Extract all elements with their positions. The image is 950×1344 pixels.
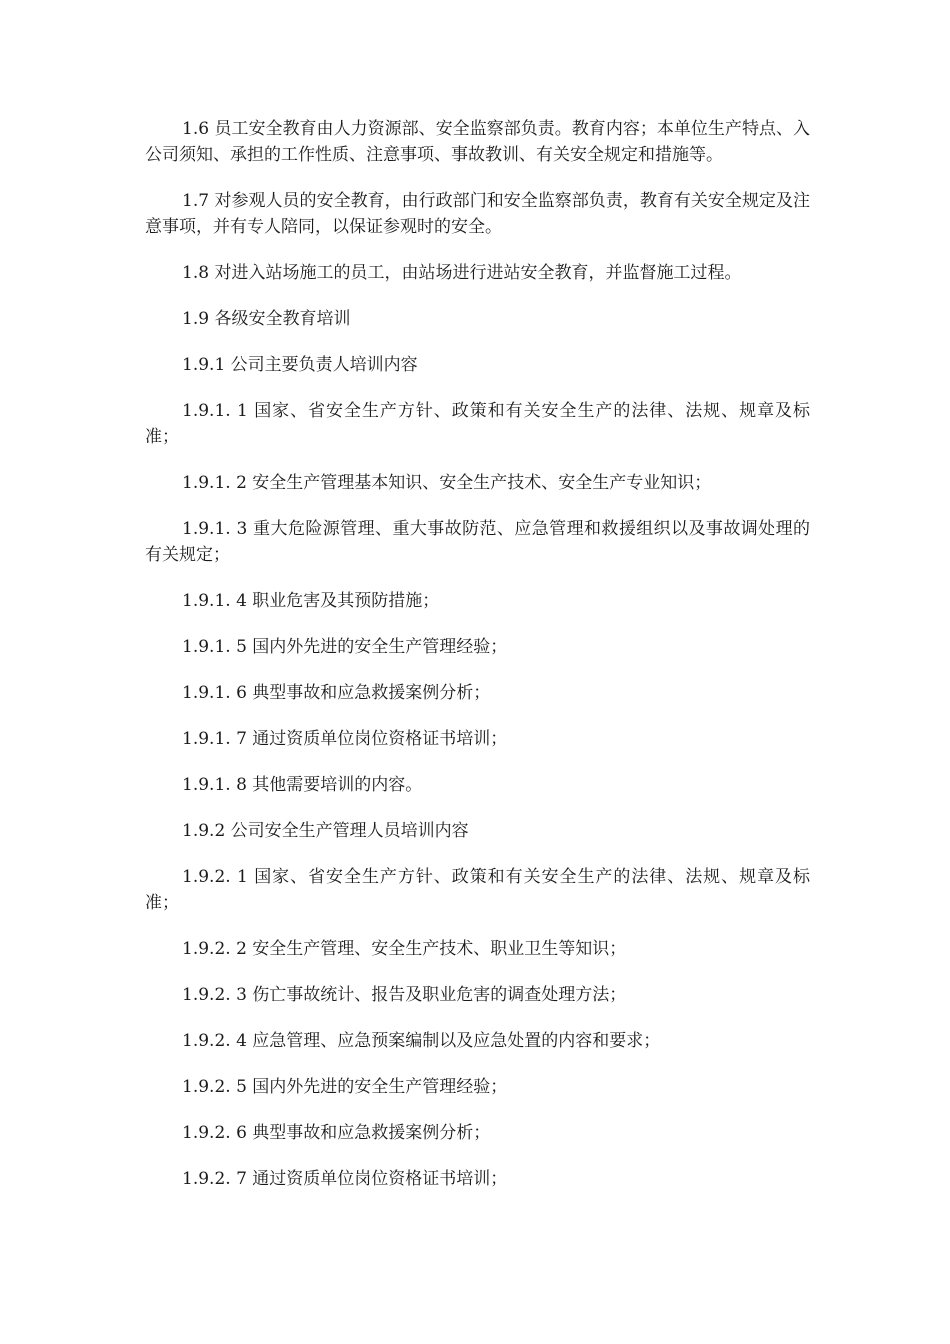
list-item-1-9-1-5: 1.9.1. 5 国内外先进的安全生产管理经验；: [182, 637, 508, 657]
list-item-1-9-1-6: 1.9.1. 6 典型事故和应急救援案例分析；: [182, 683, 491, 703]
list-item-1-9-2-5: 1.9.2. 5 国内外先进的安全生产管理经验；: [182, 1077, 508, 1097]
subsection-heading-1-9-1: 1.9.1 公司主要负责人培训内容: [182, 355, 418, 375]
paragraph-1-6: 1.6 员工安全教育由人力资源部、安全监察部负责。教育内容；本单位生产特点、入公司须知、承担的工作性质、注意事项、事故教训、有关安全规定和措施等。: [145, 119, 810, 165]
list-item-1-9-1-1: 1.9.1. 1 国家、省安全生产方针、政策和有关安全生产的法律、法规、规章及标准；: [145, 401, 810, 447]
list-item-1-9-2-7: 1.9.2. 7 通过资质单位岗位资格证书培训；: [182, 1169, 508, 1189]
list-item-1-9-2-2: 1.9.2. 2 安全生产管理、安全生产技术、职业卫生等知识；: [182, 939, 627, 959]
subsection-heading-1-9-2: 1.9.2 公司安全生产管理人员培训内容: [182, 821, 469, 841]
list-item-1-9-2-1: 1.9.2. 1 国家、省安全生产方针、政策和有关安全生产的法律、法规、规章及标准；: [145, 867, 810, 913]
list-item-1-9-2-3: 1.9.2. 3 伤亡事故统计、报告及职业危害的调查处理方法；: [182, 985, 627, 1005]
document-body: [145, 116, 810, 1212]
list-item-1-9-2-4: 1.9.2. 4 应急管理、应急预案编制以及应急处置的内容和要求；: [182, 1031, 661, 1051]
paragraph-1-7: 1.7 对参观人员的安全教育，由行政部门和安全监察部负责，教育有关安全规定及注意事项，并有专人陪同，以保证参观时的安全。: [145, 191, 810, 237]
list-item-1-9-1-3: 1.9.1. 3 重大危险源管理、重大事故防范、应急管理和救援组织以及事故调处理的有关规定；: [145, 519, 810, 565]
list-item-1-9-1-4: 1.9.1. 4 职业危害及其预防措施；: [182, 591, 440, 611]
list-item-1-9-1-2: 1.9.1. 2 安全生产管理基本知识、安全生产技术、安全生产专业知识；: [182, 473, 712, 493]
section-heading-1-9: 1.9 各级安全教育培训: [182, 309, 351, 329]
paragraph-1-8: 1.8 对进入站场施工的员工，由站场进行进站安全教育，并监督施工过程。: [182, 263, 742, 283]
list-item-1-9-1-8: 1.9.1. 8 其他需要培训的内容。: [182, 775, 423, 795]
list-item-1-9-1-7: 1.9.1. 7 通过资质单位岗位资格证书培训；: [182, 729, 508, 749]
list-item-1-9-2-6: 1.9.2. 6 典型事故和应急救援案例分析；: [182, 1123, 491, 1143]
